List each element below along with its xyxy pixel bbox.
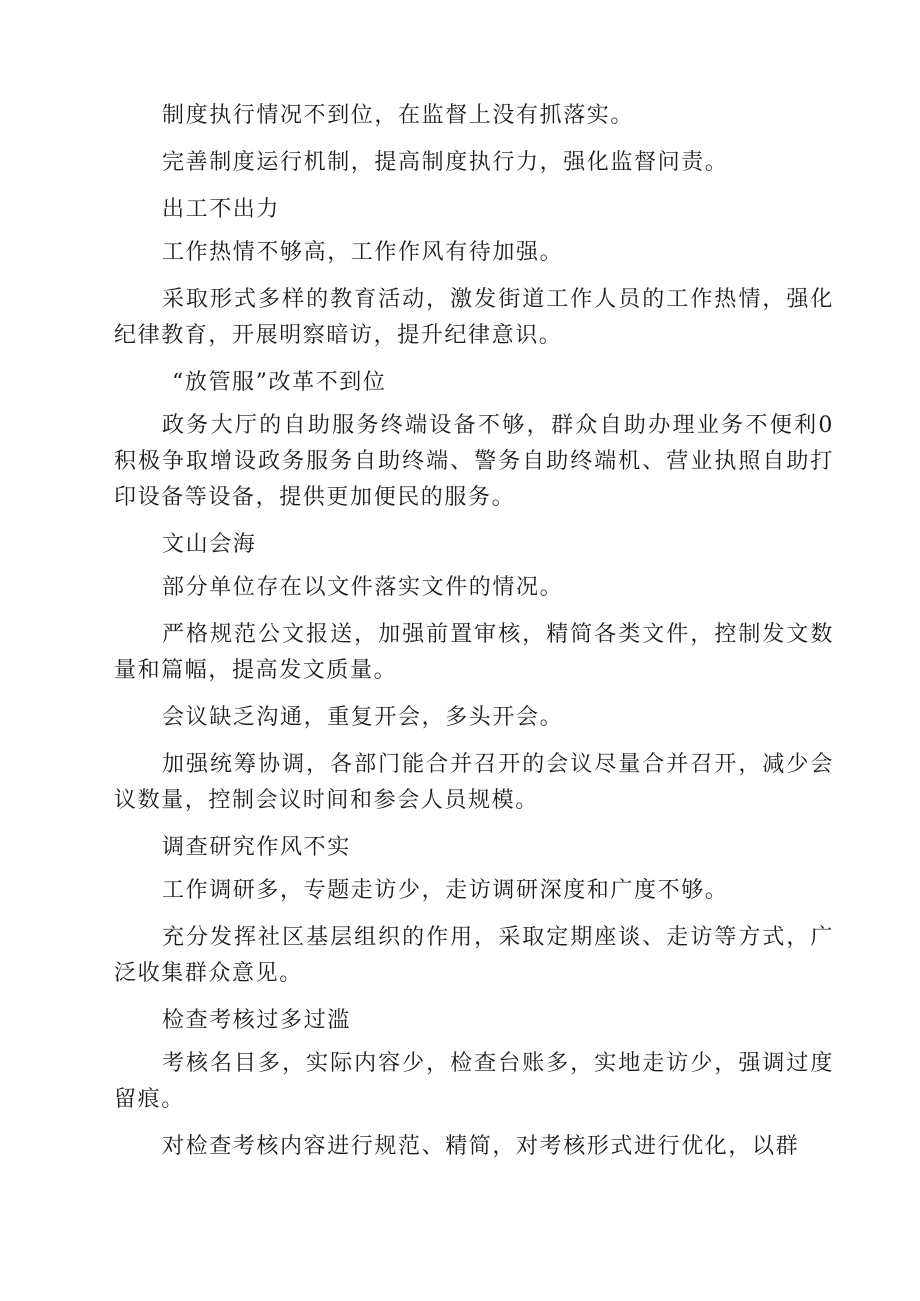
section-heading: “放管服”改革不到位 [172,370,387,395]
paragraph: 会议缺乏沟通，重复开会，多头开会。 [162,705,564,730]
paragraph: 采取形式多样的教育活动，激发街道工作人员的工作热情，强化纪律教育，开展明察暗访，提升纪律意识。 [114,287,834,348]
paragraph: 完善制度运行机制，提高制度执行力，强化监督问责。 [162,150,729,175]
paragraph: 制度执行情况不到位，在监督上没有抓落实。 [162,103,635,128]
paragraph: 工作热情不够高，工作作风有待加强。 [162,240,564,265]
section-heading: 出工不出力 [162,197,281,222]
paragraph: 政务大厅的自助服务终端设备不够，群众自助办理业务不便利0积极争取增设政务服务自助终端、警务自助终端机、营业执照自助打印设备等设备，提供更加便民的服务。 [114,413,834,510]
paragraph: 考核名目多，实际内容少，检查台账多，实地走访少，强调过度留痕。 [114,1051,834,1112]
section-heading: 调查研究作风不实 [162,835,351,860]
paragraph: 充分发挥社区基层组织的作用，采取定期座谈、走访等方式，广泛收集群众意见。 [114,925,834,986]
paragraph: 加强统筹协调，各部门能合并召开的会议尽量合并召开，减少会议数量，控制会议时间和参会人员规模。 [114,752,834,813]
section-heading: 文山会海 [162,532,257,557]
paragraph: 对检查考核内容进行规范、精简，对考核形式进行优化，以群 [162,1134,800,1159]
paragraph: 严格规范公文报送，加强前置审核，精简各类文件，控制发文数量和篇幅，提高发文质量。 [114,622,834,683]
section-heading: 检查考核过多过滥 [162,1008,351,1033]
document-body [114,98,834,1176]
paragraph: 部分单位存在以文件落实文件的情况。 [162,575,564,600]
paragraph: 工作调研多，专题走访少，走访调研深度和广度不够。 [162,878,729,903]
